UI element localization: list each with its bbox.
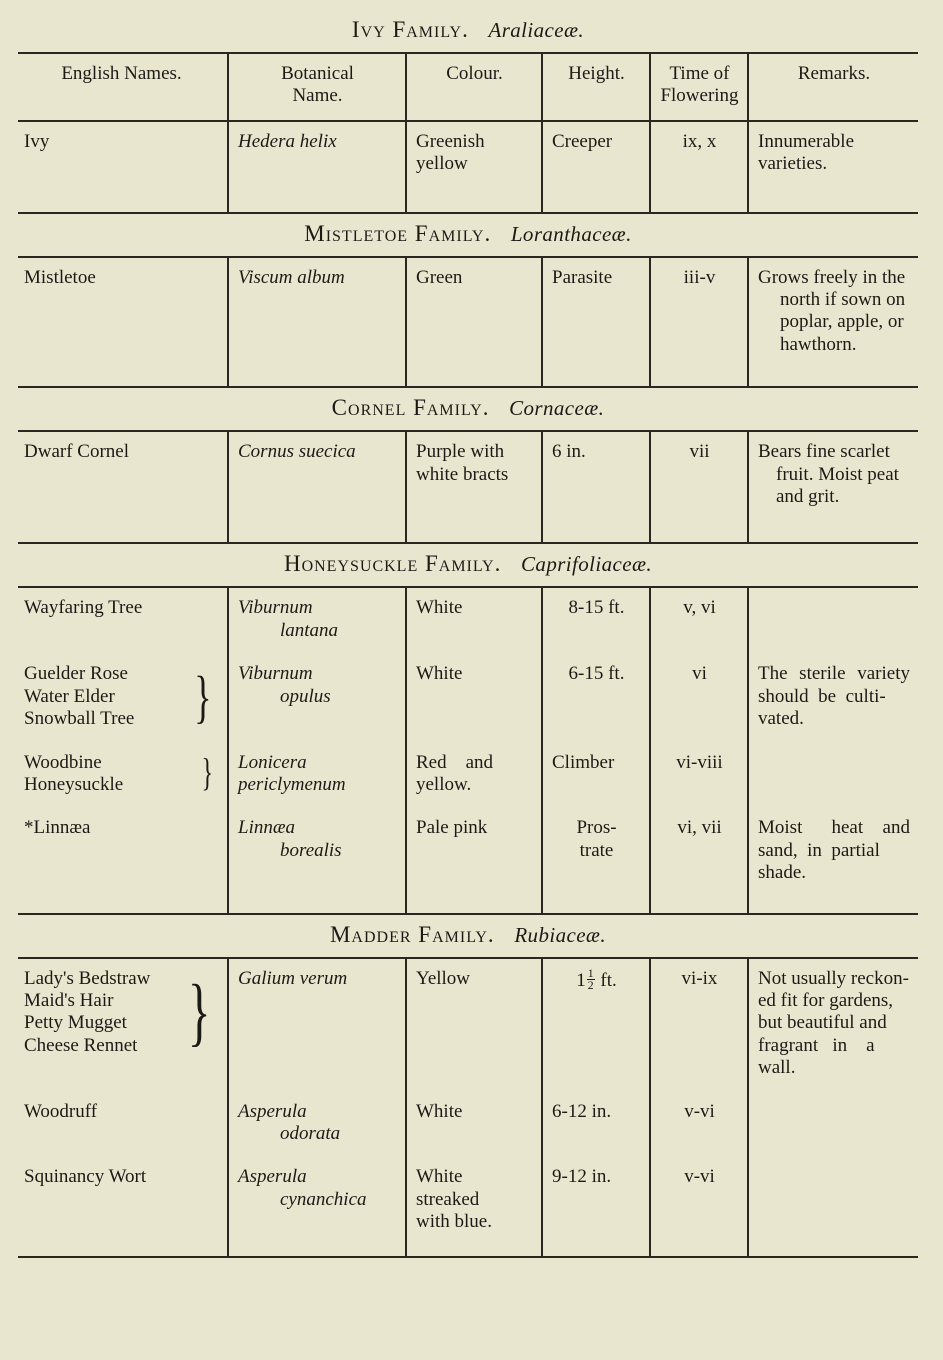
cell-colour: White [406, 588, 542, 654]
cell-colour: Purple with white bracts [406, 432, 542, 520]
family-heading-mistletoe [18, 214, 918, 256]
table-row [18, 588, 918, 654]
family-latin-name: Caprifoliaceæ. [521, 552, 653, 577]
spacer-cell [18, 188, 228, 212]
cell-colour: Yellow [406, 959, 542, 1092]
family-latin-name: Cornaceæ. [509, 396, 605, 421]
spacer-cell [406, 368, 542, 386]
spacer-cell [406, 897, 542, 913]
cell-english: Wayfaring Tree [24, 597, 143, 619]
cell-height [542, 959, 650, 1092]
spacer-cell [228, 188, 406, 212]
cell-remarks: The sterile variety should be culti- vated. [748, 654, 918, 742]
cell-botanical: Viscum album [228, 258, 406, 369]
table-row [18, 959, 918, 1092]
rule-end-madder [18, 1256, 918, 1258]
family-latin-name: Loranthaceæ. [510, 221, 632, 246]
spacer-cell [650, 520, 748, 542]
cell-english [18, 654, 228, 742]
cell-remarks: Not usually reckon- ed fit for gardens, but beautiful and fragrant in a wall. [748, 959, 918, 1092]
fraction-denominator: 2 [587, 978, 594, 992]
spacer-cell [228, 520, 406, 542]
spacer-cell [542, 897, 650, 913]
english-name: Maid's Hair [24, 989, 114, 1011]
spacer-cell [228, 1246, 406, 1256]
height-whole: 1 [576, 969, 586, 991]
table-row [18, 808, 918, 896]
table-row [18, 258, 918, 369]
cell-time: v, vi [650, 588, 748, 654]
table-row-spacer [18, 520, 918, 542]
column-header-botanical-line1: Botanical [281, 63, 354, 84]
brace-icon: } [201, 751, 214, 795]
cell-time: vii [650, 432, 748, 520]
table-row-spacer [18, 368, 918, 386]
table-mistletoe [18, 258, 918, 387]
column-header-colour: Colour. [406, 54, 542, 120]
cell-remarks [748, 588, 918, 654]
table-cornel [18, 432, 918, 542]
table-honeysuckle [18, 588, 918, 912]
spacer-cell [542, 188, 650, 212]
botanical-line2: lantana [280, 619, 339, 641]
cell-botanical: Hedera helix [228, 122, 406, 188]
spacer-cell [406, 1246, 542, 1256]
cell-remarks [748, 743, 918, 809]
cell-botanical [228, 1157, 406, 1245]
table-row [18, 1092, 918, 1158]
family-latin-name: Araliaceæ. [488, 18, 585, 42]
table-header [18, 54, 918, 120]
cell-remarks [748, 1092, 918, 1158]
english-name: Lady's Bedstraw [24, 967, 151, 989]
spacer-cell [542, 368, 650, 386]
family-name: Ivy Family. [351, 17, 469, 42]
botanical-line2: odorata [280, 1122, 341, 1144]
cell-remarks: Innumerable varieties. [748, 122, 918, 188]
cell-time: iii-v [650, 258, 748, 369]
header-row [18, 54, 918, 120]
cell-english: Mistletoe [24, 266, 96, 288]
english-name: Woodbine [24, 751, 102, 773]
cell-height: 6-15 ft. [542, 654, 650, 742]
cell-colour: White [406, 1092, 542, 1158]
botanical-line1: Linnæa [238, 817, 296, 839]
english-name: Guelder Rose [24, 663, 128, 685]
table-ivy [18, 122, 918, 212]
cell-english: Dwarf Cornel [24, 441, 129, 463]
cell-english [18, 959, 228, 1092]
cell-time: vi-viii [650, 743, 748, 809]
botanical-line1: Viburnum [238, 597, 313, 619]
cell-colour: White streaked with blue. [406, 1157, 542, 1245]
cell-remarks: Moist heat and sand, in partial shade. [748, 808, 918, 896]
spacer-cell [18, 520, 228, 542]
family-name: Mistletoe Family. [304, 220, 492, 246]
table-row [18, 743, 918, 809]
spacer-cell [542, 520, 650, 542]
spacer-cell [748, 188, 918, 212]
name-group [24, 663, 219, 730]
cell-time: v-vi [650, 1092, 748, 1158]
cell-time: vi [650, 654, 748, 742]
spacer-cell [228, 368, 406, 386]
name-group [24, 968, 219, 1058]
cell-height: 6 in. [542, 432, 650, 520]
spacer-cell [18, 368, 228, 386]
column-header-time-line1: Time of [669, 63, 730, 84]
column-header-botanical [228, 54, 406, 120]
family-name: Honeysuckle Family. [283, 551, 502, 577]
cell-colour: Pale pink [406, 808, 542, 896]
cell-height: Parasite [542, 258, 650, 369]
botanical-line2: borealis [280, 839, 342, 861]
cell-english: Woodruff [24, 1100, 98, 1122]
column-header-time-line2: Flowering [660, 85, 739, 107]
cell-botanical [228, 1092, 406, 1158]
english-name: Honeysuckle [24, 773, 124, 795]
spacer-cell [406, 188, 542, 212]
cell-remarks: Grows freely in the north if sown on poplar, apple, or hawthorn. [748, 258, 918, 369]
botanical-line1: Asperula [238, 1100, 307, 1122]
cell-english: Ivy [24, 130, 50, 152]
family-heading-honeysuckle [18, 544, 918, 586]
cell-height: Pros- trate [542, 808, 650, 896]
table-row-spacer [18, 1246, 918, 1256]
height-fraction [587, 968, 595, 991]
cell-colour: Red and yellow. [406, 743, 542, 809]
spacer-cell [650, 897, 748, 913]
cell-height: 8-15 ft. [542, 588, 650, 654]
spacer-cell [406, 520, 542, 542]
table-row [18, 1157, 918, 1245]
height-unit: ft. [600, 969, 617, 991]
botanical-line2: opulus [280, 685, 331, 707]
brace-icon: } [187, 970, 211, 1055]
cell-botanical [228, 808, 406, 896]
cell-colour: White [406, 654, 542, 742]
cell-height: Climber [542, 743, 650, 809]
cell-botanical [228, 743, 406, 809]
spacer-cell [18, 897, 228, 913]
table-sheet [18, 10, 918, 1258]
spacer-cell [748, 520, 918, 542]
english-name: Petty Mugget [24, 1012, 127, 1034]
cell-time: ix, x [650, 122, 748, 188]
column-header-height: Height. [542, 54, 650, 120]
spacer-cell [650, 1246, 748, 1256]
family-heading-madder [18, 915, 918, 957]
botanical-line2: periclymenum [238, 773, 346, 795]
spacer-cell [18, 1246, 228, 1256]
cell-height: Creeper [542, 122, 650, 188]
spacer-cell [748, 368, 918, 386]
column-header-time [650, 54, 748, 120]
spacer-cell [748, 1246, 918, 1256]
spacer-cell [748, 897, 918, 913]
name-group [24, 752, 219, 797]
table-row-spacer [18, 897, 918, 913]
botanical-line1: Asperula [238, 1166, 307, 1188]
table-row [18, 122, 918, 188]
family-heading-cornel [18, 388, 918, 430]
family-latin-name: Rubiaceæ. [514, 922, 606, 947]
cell-english [18, 743, 228, 809]
english-name: Snowball Tree [24, 708, 135, 730]
fraction-numerator: 1 [587, 966, 594, 980]
column-header-english: English Names. [61, 63, 182, 84]
cell-botanical: Galium verum [228, 959, 406, 1092]
table-row [18, 654, 918, 742]
cell-time: vi, vii [650, 808, 748, 896]
table-row-spacer [18, 188, 918, 212]
cell-remarks: Bears fine scarlet fruit. Moist peat and grit. [748, 432, 918, 520]
botanical-line1: Viburnum [238, 663, 313, 685]
english-name: Water Elder [24, 685, 115, 707]
spacer-cell [542, 1246, 650, 1256]
botanical-line1: Lonicera [238, 751, 307, 773]
table-row [18, 432, 918, 520]
cell-english: Squinancy Wort [24, 1166, 147, 1188]
spacer-cell [650, 368, 748, 386]
cell-time: vi-ix [650, 959, 748, 1092]
column-header-remarks: Remarks. [748, 54, 918, 120]
cell-botanical [228, 654, 406, 742]
cell-height: 9-12 in. [542, 1157, 650, 1245]
brace-icon: } [194, 663, 212, 729]
family-name: Cornel Family. [331, 395, 490, 421]
spacer-cell [650, 188, 748, 212]
cell-botanical: Cornus suecica [228, 432, 406, 520]
botanical-line2: cynanchica [280, 1188, 367, 1210]
cell-time: v-vi [650, 1157, 748, 1245]
family-heading-ivy [18, 10, 918, 52]
family-name: Madder Family. [329, 921, 495, 947]
cell-colour: Greenish yellow [406, 122, 542, 188]
cell-botanical [228, 588, 406, 654]
cell-colour: Green [406, 258, 542, 369]
cell-english: *Linnæa [24, 817, 91, 839]
column-header-botanical-line2: Name. [292, 85, 343, 107]
cell-height: 6-12 in. [542, 1092, 650, 1158]
cell-remarks [748, 1157, 918, 1245]
spacer-cell [228, 897, 406, 913]
table-madder [18, 959, 918, 1256]
english-name: Cheese Rennet [24, 1034, 138, 1056]
